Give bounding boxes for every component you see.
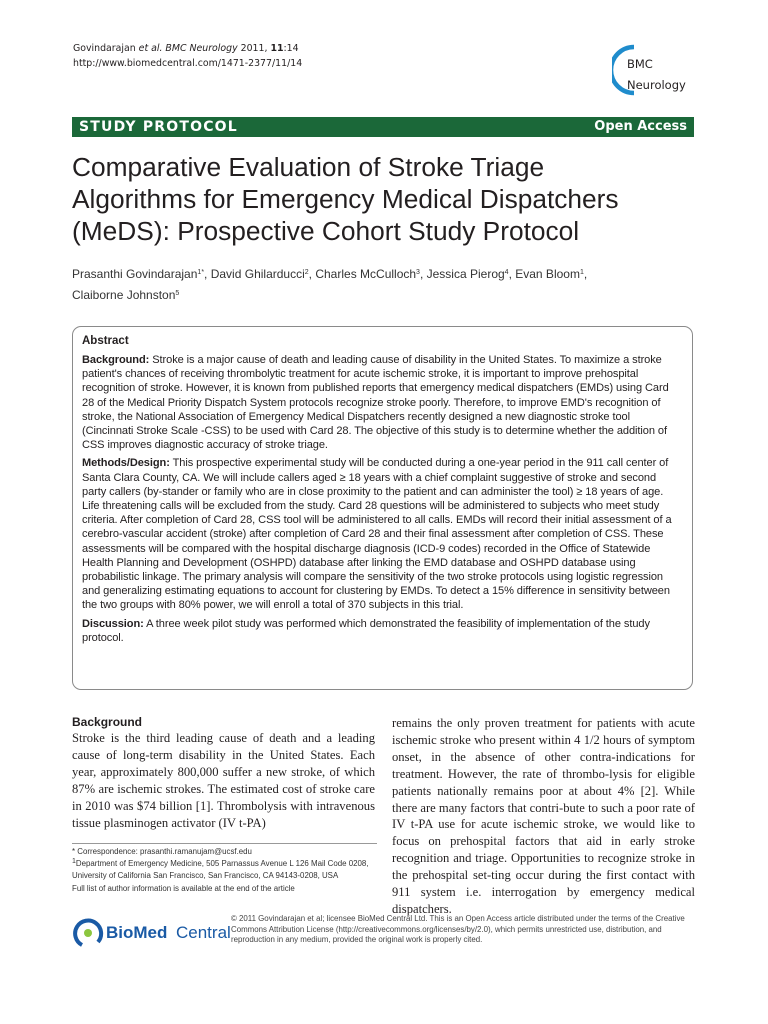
citation-header	[73, 41, 302, 71]
biomed-central-swoosh-icon	[72, 918, 104, 948]
author[interactable]: Evan Bloom$^1$,	[515, 267, 588, 281]
journal-logo	[612, 44, 702, 96]
abstract-heading: Abstract	[82, 335, 129, 347]
author[interactable]: Jessica Pierog$^4$,	[426, 267, 516, 281]
title-line: (MeDS): Prospective Cohort Study Protocol	[72, 216, 580, 246]
affiliation-note: $^1$Department of Emergency Medicine, 505 Parnassus Avenue L 126 Mail Code 0208, University of California San Francisco, San Francisco, CA 94143-0208, USA	[72, 858, 369, 881]
article-type-bar	[72, 117, 694, 137]
license-text: © 2011 Govindarajan et al; licensee BioMed Central Ltd. This is an Open Access article distributed under the terms of the Creative Commons Attribution License (http://creativecommons.org/licenses/by/2.0), which permits unrestricted use, distribution, and reproduction in any medium, provided the original work is properly cited.	[231, 914, 685, 945]
logo-word-central: Central	[176, 923, 231, 942]
author[interactable]: David Ghilarducci$^2$,	[210, 267, 316, 281]
journal-logo-line2: Neurology	[627, 78, 686, 92]
body-paragraph: Stroke is the third leading cause of death and a leading cause of long-term disability in the United States. Each year, approximately 800,000 suffer a new stroke, of which 87% are ischemic strokes. The estimated cost of stroke care in 2010 was $74 billion [1]. Thrombolysis with intravenous tissue plasminogen activator (IV t-PA)	[72, 731, 375, 830]
abstract-box	[72, 326, 693, 690]
article-url-link[interactable]: http://www.biomedcentral.com/1471-2377/11/14	[73, 58, 303, 69]
body-column-right	[392, 715, 695, 918]
author[interactable]: Claiborne Johnston$^5$	[72, 288, 180, 302]
author[interactable]: Prasanthi Govindarajan$^{1*}$,	[72, 267, 211, 281]
article-type: STUDY PROTOCOL	[79, 119, 238, 135]
abstract-discussion: Discussion: A three week pilot study was performed which demonstrated the feasibility of implementation of the study protocol.	[82, 617, 650, 644]
article-title	[72, 151, 712, 247]
abstract-background: Background: Stroke is a major cause of death and leading cause of disability in the United States. To maximize a stroke patient's chances of receiving thrombolytic treatment for acute ischemic stroke, it is important to improve prehospital recognition of stroke. However, it is known from published reports that emergency medical dispatchers (EMDs) using Card 28 of the Medical Priority Dispatch System protocols recognize stroke poorly. Therefore, to improve EMD's recognition of stroke, the National Association of Emergency Medical Dispatchers recently designed a new diagnostic stroke tool (Cincinnati Stroke Scale -CSS) to be used with Card 28. The objective of this study is to determine whether the addition of CSS improves diagnostic accuracy of stroke triage.	[82, 354, 669, 452]
body-column-left	[72, 714, 375, 831]
title-line: Algorithms for Emergency Medical Dispatchers	[72, 184, 619, 214]
footnotes	[72, 843, 377, 895]
correspondence-email[interactable]: * Correspondence: prasanthi.ramanujam@ucsf.edu	[72, 847, 252, 856]
abstract-methods: Methods/Design: This prospective experimental study will be conducted during a one-year period in the 911 call center of Santa Clara County, CA. We will include callers aged ≥ 18 years with a chief complaint suggestive of stroke and second party callers (by-stander or family who are in close proximity to the patient and can administer the tool) ≥ 18 years of age. Life threatening calls will be excluded from the study. Card 28 questions will be administered to subjects who meet study criteria. After completion of Card 28, CSS tool will be administered to all calls. EMDs will record their initial assessment of a cerebro-vascular accident (stroke) after completion of Card 28 and their final assessment after completion of CSS. These assessments will be compared with the hospital discharge diagnosis (ICD-9 codes) recorded in the Office of Statewide Health Planning and Development (OSHPD) database after linking the EMD database and OSHPD database using probabilistic linkage. The primary analysis will compare the sensitivity of the two stroke protocols using logistic regression and generalizing estimating equations to account for clustering by EMDs. To detect a 15% difference in sensitivity between the two groups with 80% power, we will enroll a total of 370 subjects in this trial.	[82, 457, 672, 612]
biomed-central-logo	[72, 915, 231, 951]
author[interactable]: Charles McCulloch$^3$,	[315, 267, 427, 281]
section-heading-background: Background	[72, 715, 143, 729]
author-info-note: Full list of author information is available at the end of the article	[72, 883, 295, 893]
logo-word-biomed: BioMed	[106, 923, 168, 942]
title-line: Comparative Evaluation of Stroke Triage	[72, 152, 545, 182]
journal-logo-line1: BMC	[627, 57, 653, 71]
author-list	[72, 264, 702, 306]
body-paragraph: remains the only proven treatment for patients with acute ischemic stroke who present within 4 1/2 hours of symptom onset, in the absence of other contra-indications for treatment. However, the rate of thrombo-lysis for eligible patients nationally remains poor at about 4% [2]. While there are many factors that contri-bute to such a poor rate of IV t-PA use for acute ischemic stroke, we would like to focus on prehospital factors that aid in early stroke recognition and triage. Opportunities to recognize stroke in the prehospital set-ting occur during the first contact with 911 system i.e. interrogation by emergency medical dispatchers.	[392, 716, 695, 916]
open-access-badge: Open Access	[594, 119, 687, 134]
citation-line: Govindarajan et al. BMC Neurology 2011, 11:14	[73, 43, 299, 54]
